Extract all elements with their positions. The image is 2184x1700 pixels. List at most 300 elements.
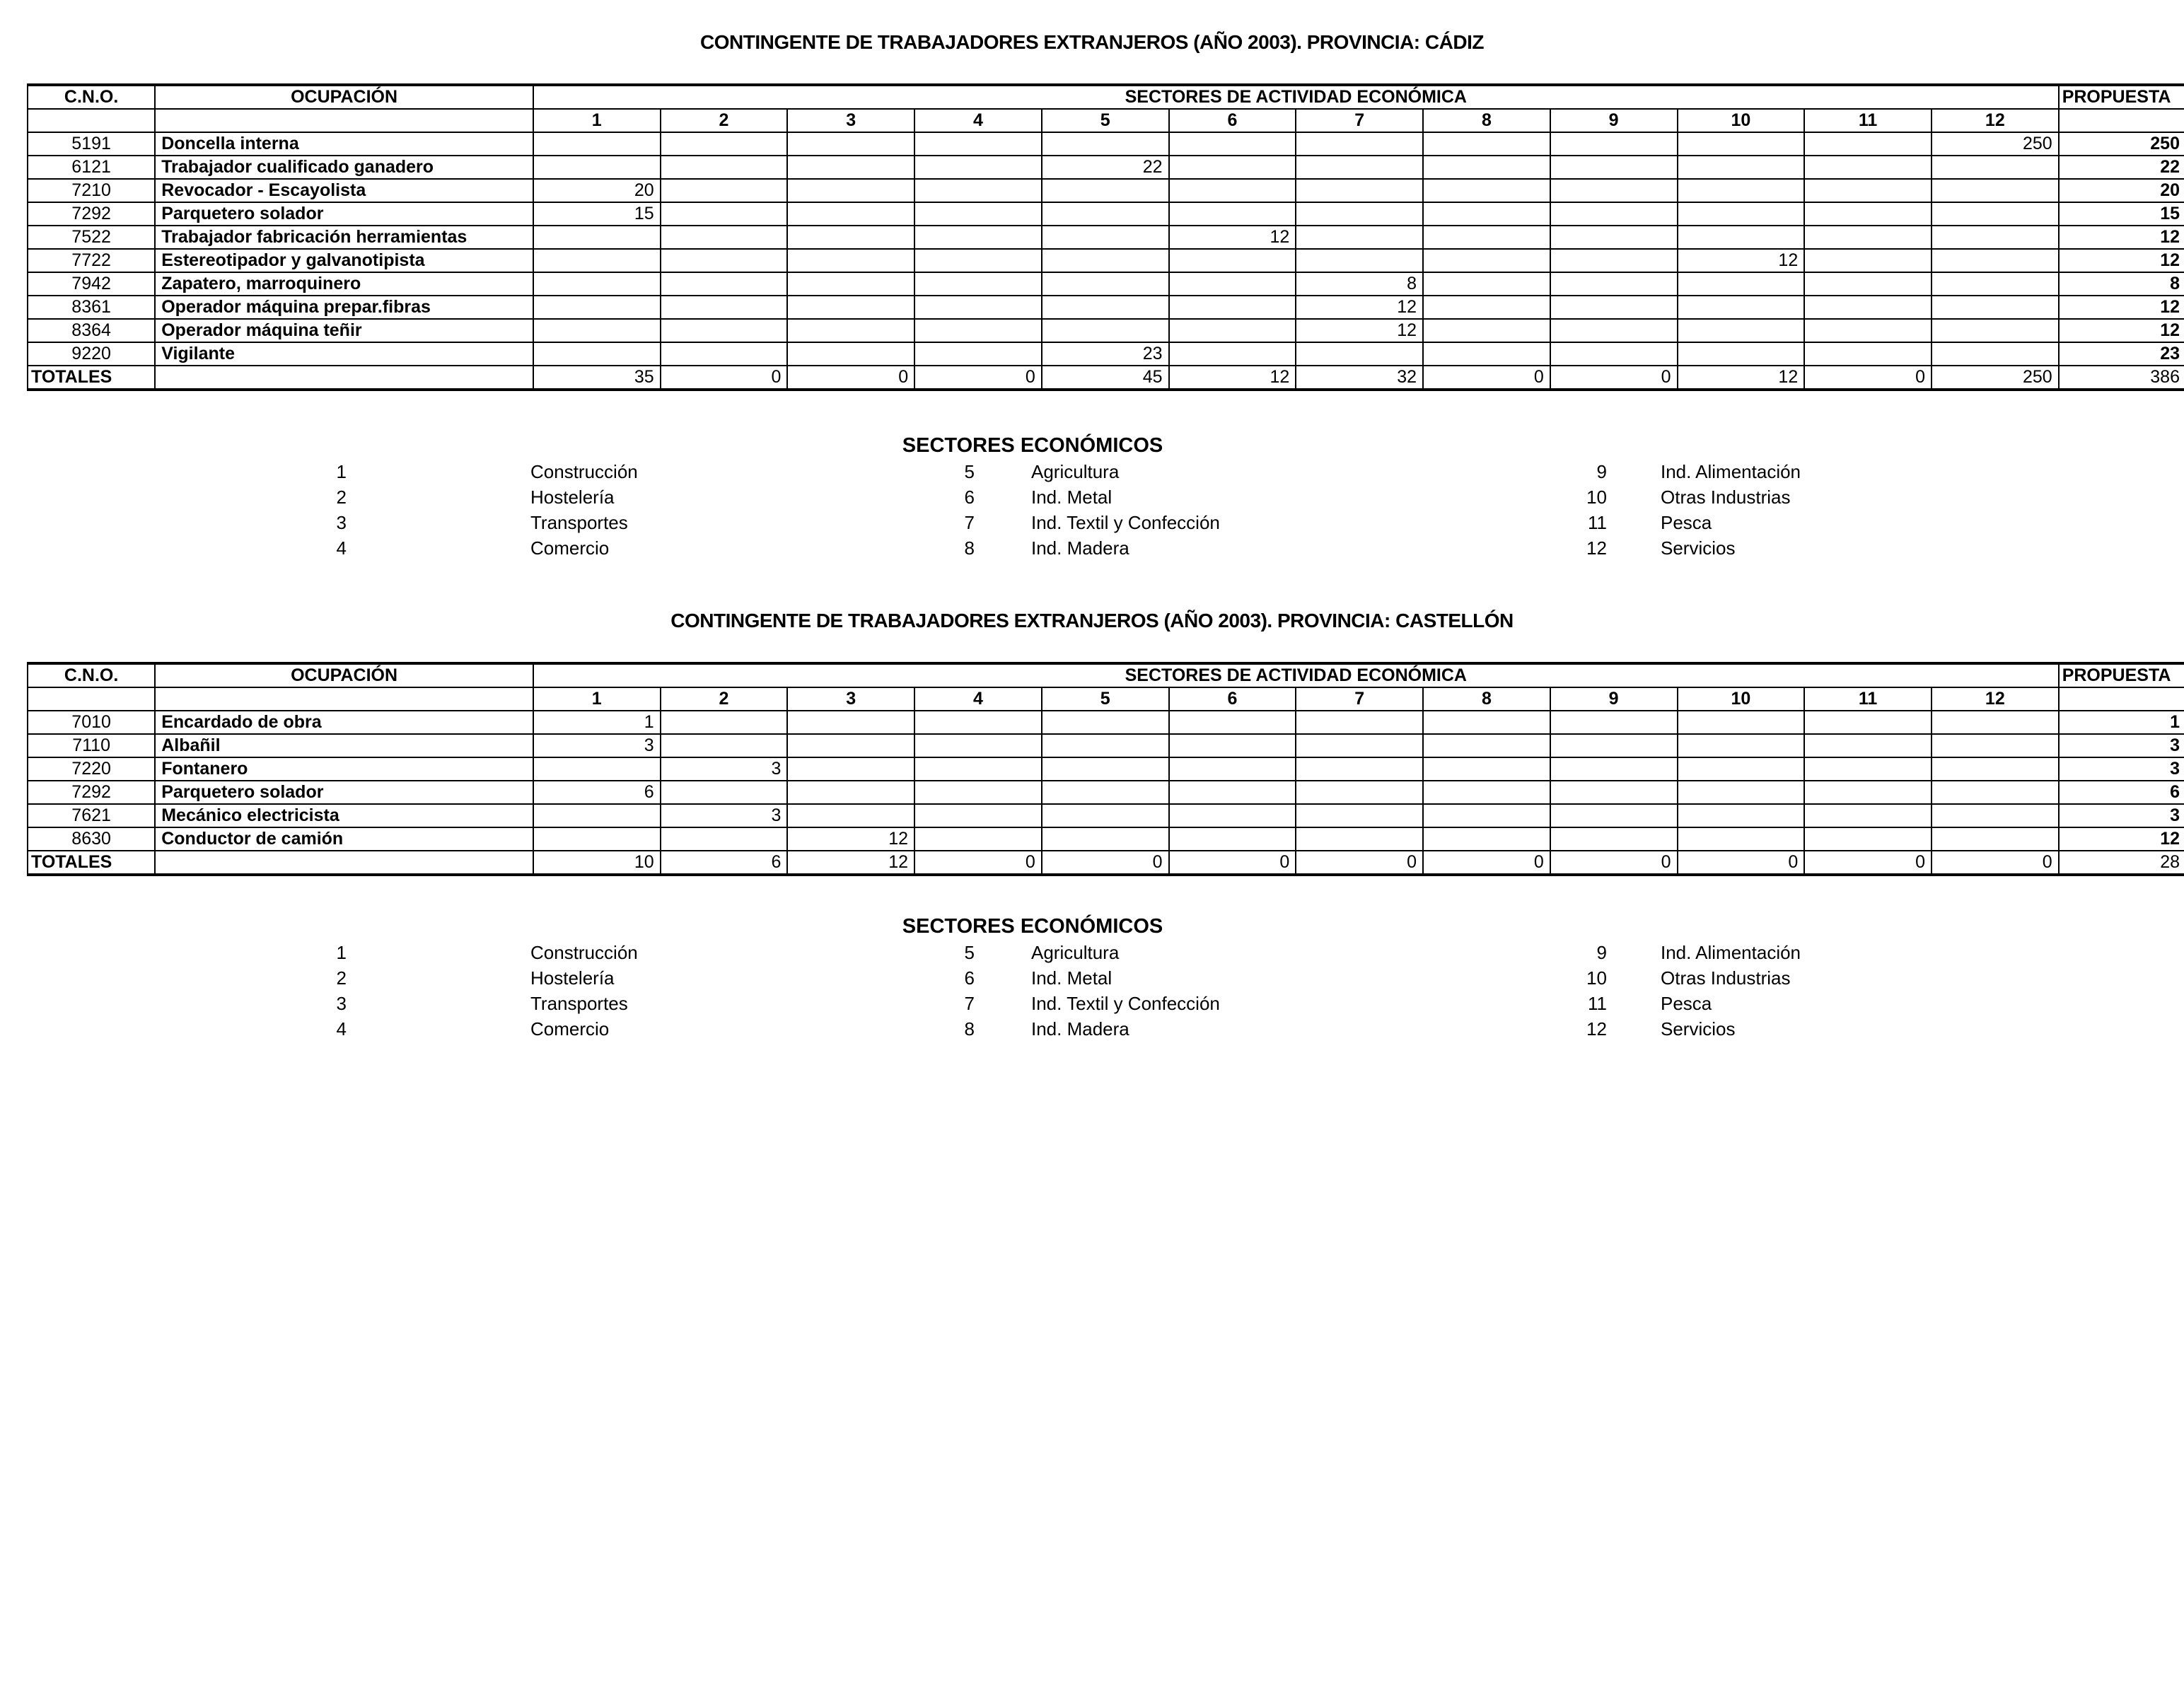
sector-value-cell (1296, 734, 1423, 757)
sector-number-header: 12 (1932, 687, 2059, 711)
sector-value-cell (1804, 804, 1932, 827)
table-title-cadiz: CONTINGENTE DE TRABAJADORES EXTRANJEROS (AÑO 2003). PROVINCIA: CÁDIZ (700, 31, 1484, 53)
cno-cell: 8361 (28, 296, 155, 319)
legend-number: 2 (336, 967, 347, 989)
sector-value-cell (1296, 804, 1423, 827)
sector-value-cell (1423, 827, 1550, 851)
sector-value-cell (1804, 781, 1932, 804)
legend-number: 6 (964, 967, 975, 989)
sectors-header: SECTORES DE ACTIVIDAD ECONÓMICA (533, 85, 2059, 109)
table-row (28, 179, 2184, 202)
totals-label: TOTALES (28, 366, 155, 390)
legend-number: 6 (964, 487, 975, 508)
sector-value-cell (1550, 272, 1678, 296)
sector-value-cell (1804, 179, 1932, 202)
sector-value-cell (1932, 296, 2059, 319)
sector-value-cell: 3 (533, 734, 661, 757)
sector-value-cell (914, 734, 1042, 757)
sector-value-cell (787, 179, 914, 202)
sector-value-cell (787, 296, 914, 319)
sector-value-cell: 1 (533, 711, 661, 734)
legend-label: Pesca (1661, 993, 1712, 1014)
proposal-cell: 3 (2059, 734, 2184, 757)
legend-label: Otras Industrias (1661, 967, 1791, 989)
sector-total-cell: 0 (1804, 851, 1932, 875)
sector-value-cell: 12 (787, 827, 914, 851)
sector-value-cell (914, 156, 1042, 179)
sector-value-cell (1678, 226, 1805, 249)
table-row (28, 249, 2184, 272)
sector-value-cell: 12 (1678, 249, 1805, 272)
legend-number: 4 (336, 537, 347, 559)
legend-label: Ind. Metal (1031, 967, 1113, 989)
legend-number: 10 (1586, 967, 1607, 989)
sector-value-cell (914, 296, 1042, 319)
sector-value-cell: 8 (1296, 272, 1423, 296)
legend-label: Agricultura (1031, 942, 1120, 963)
occupation-cell: Zapatero, marroquinero (155, 272, 533, 296)
legend-number: 1 (336, 461, 347, 482)
sector-value-cell (1550, 757, 1678, 781)
totals-row (28, 366, 2184, 390)
sector-number-header: 5 (1042, 687, 1169, 711)
sector-value-cell (1296, 226, 1423, 249)
proposal-total-cell: 28 (2059, 851, 2184, 875)
sector-value-cell (533, 156, 661, 179)
sector-total-cell: 0 (1932, 851, 2059, 875)
proposal-cell: 3 (2059, 804, 2184, 827)
sector-value-cell: 12 (1169, 226, 1296, 249)
sector-value-cell: 15 (533, 202, 661, 226)
legend-label: Ind. Madera (1031, 537, 1129, 559)
sector-value-cell (661, 272, 788, 296)
sector-value-cell (1042, 319, 1169, 342)
sector-value-cell (1296, 711, 1423, 734)
sector-value-cell (1804, 156, 1932, 179)
sector-value-cell (1804, 827, 1932, 851)
sector-value-cell (1423, 226, 1550, 249)
sector-total-cell: 0 (1550, 366, 1678, 390)
sector-value-cell (533, 827, 661, 851)
sector-value-cell (1169, 249, 1296, 272)
legend-label: Construcción (530, 942, 638, 963)
legend-label: Comercio (530, 537, 610, 559)
cno-cell: 7110 (28, 734, 155, 757)
legend-label: Hostelería (530, 487, 615, 508)
sector-value-cell (1932, 202, 2059, 226)
sector-value-cell (1804, 202, 1932, 226)
sector-value-cell (1296, 781, 1423, 804)
sector-value-cell (533, 804, 661, 827)
sector-total-cell: 0 (1169, 851, 1296, 875)
sector-value-cell (914, 827, 1042, 851)
sector-value-cell (1169, 319, 1296, 342)
sector-value-cell (1042, 202, 1169, 226)
proposal-cell: 6 (2059, 781, 2184, 804)
sector-value-cell (1296, 249, 1423, 272)
cno-cell: 8364 (28, 319, 155, 342)
legend-number: 8 (964, 537, 975, 559)
sector-total-cell: 35 (533, 366, 661, 390)
blank-cell (2059, 109, 2184, 132)
sector-value-cell (1042, 249, 1169, 272)
legend-label: Ind. Madera (1031, 1018, 1129, 1040)
legend-title-cadiz: SECTORES ECONÓMICOS (902, 434, 1163, 457)
sector-value-cell (1423, 156, 1550, 179)
sector-value-cell (533, 226, 661, 249)
table-row (28, 319, 2184, 342)
sector-value-cell (1678, 296, 1805, 319)
sector-value-cell (533, 249, 661, 272)
sector-value-cell (1550, 249, 1678, 272)
sector-number-header: 6 (1169, 687, 1296, 711)
proposal-cell: 12 (2059, 249, 2184, 272)
proposal-cell: 12 (2059, 226, 2184, 249)
sector-number-header: 11 (1804, 687, 1932, 711)
sector-value-cell (1550, 319, 1678, 342)
sector-value-cell (1550, 827, 1678, 851)
sector-value-cell (661, 179, 788, 202)
legend-number: 3 (336, 993, 347, 1014)
sector-number-header: 3 (787, 109, 914, 132)
sector-value-cell (1932, 781, 2059, 804)
sector-value-cell (661, 249, 788, 272)
sector-value-cell (1169, 342, 1296, 366)
sector-total-cell: 0 (661, 366, 788, 390)
sector-value-cell (1678, 734, 1805, 757)
sector-value-cell (1296, 202, 1423, 226)
blank-cell (28, 109, 155, 132)
sector-value-cell (1550, 132, 1678, 156)
sector-value-cell (1042, 296, 1169, 319)
occupation-cell: Parquetero solador (155, 781, 533, 804)
sector-number-header: 7 (1296, 109, 1423, 132)
table-row (28, 781, 2184, 804)
sector-value-cell (1550, 179, 1678, 202)
legend-number: 1 (336, 942, 347, 963)
legend-number: 4 (336, 1018, 347, 1040)
sector-value-cell (787, 319, 914, 342)
table-row (28, 132, 2184, 156)
cno-cell: 6121 (28, 156, 155, 179)
sector-value-cell (787, 711, 914, 734)
sector-value-cell (1932, 319, 2059, 342)
sector-value-cell (1169, 202, 1296, 226)
sector-total-cell: 12 (1678, 366, 1805, 390)
occupation-cell: Fontanero (155, 757, 533, 781)
sector-total-cell: 45 (1042, 366, 1169, 390)
sector-value-cell (1932, 757, 2059, 781)
sector-value-cell: 12 (1296, 319, 1423, 342)
proposal-header: PROPUESTA (2059, 85, 2184, 109)
cno-cell: 5191 (28, 132, 155, 156)
occupation-header: OCUPACIÓN (155, 85, 533, 109)
blank-cell (155, 687, 533, 711)
sector-value-cell (533, 757, 661, 781)
sector-value-cell (1804, 342, 1932, 366)
sector-value-cell: 22 (1042, 156, 1169, 179)
sector-total-cell: 0 (1804, 366, 1932, 390)
table-row (28, 226, 2184, 249)
legend-label: Servicios (1661, 1018, 1736, 1040)
sector-number-header: 2 (661, 109, 788, 132)
cno-cell: 7220 (28, 757, 155, 781)
sector-value-cell (1042, 179, 1169, 202)
sector-value-cell (1042, 132, 1169, 156)
table-row (28, 757, 2184, 781)
sector-value-cell (914, 226, 1042, 249)
legend-number: 8 (964, 1018, 975, 1040)
sector-value-cell (1932, 711, 2059, 734)
legend-label: Ind. Textil y Confección (1031, 993, 1220, 1014)
sector-value-cell (787, 249, 914, 272)
sector-value-cell (1550, 202, 1678, 226)
legend-number: 9 (1596, 461, 1607, 482)
sector-value-cell (1423, 734, 1550, 757)
sector-value-cell (661, 734, 788, 757)
sector-value-cell (1678, 156, 1805, 179)
sector-value-cell (661, 319, 788, 342)
sector-value-cell (661, 202, 788, 226)
sector-value-cell (787, 226, 914, 249)
sector-number-header: 8 (1423, 687, 1550, 711)
sector-total-cell: 10 (533, 851, 661, 875)
sector-value-cell (787, 132, 914, 156)
sector-value-cell (1932, 734, 2059, 757)
cno-cell: 7292 (28, 202, 155, 226)
occupation-cell: Mecánico electricista (155, 804, 533, 827)
sector-number-header: 10 (1678, 687, 1805, 711)
header-row (28, 663, 2184, 687)
sector-total-cell: 0 (914, 851, 1042, 875)
sector-value-cell (1678, 781, 1805, 804)
sector-value-cell (1042, 711, 1169, 734)
sector-number-header: 9 (1550, 109, 1678, 132)
legend-number: 10 (1586, 487, 1607, 508)
contingent-table-castellon (27, 662, 2184, 876)
sector-value-cell (1678, 272, 1805, 296)
sector-value-cell (1169, 272, 1296, 296)
sector-value-cell (1550, 296, 1678, 319)
sector-value-cell (1804, 296, 1932, 319)
cno-cell: 9220 (28, 342, 155, 366)
cno-cell: 7722 (28, 249, 155, 272)
sector-number-header: 5 (1042, 109, 1169, 132)
sector-value-cell (533, 132, 661, 156)
sector-total-cell: 32 (1296, 366, 1423, 390)
legend-label: Ind. Alimentación (1661, 461, 1801, 482)
proposal-cell: 250 (2059, 132, 2184, 156)
proposal-cell: 1 (2059, 711, 2184, 734)
sector-value-cell (661, 296, 788, 319)
sector-value-cell (1804, 711, 1932, 734)
legend-number: 5 (964, 461, 975, 482)
sector-value-cell (1042, 781, 1169, 804)
legend-number: 12 (1586, 537, 1607, 559)
blank-cell (155, 851, 533, 875)
sector-value-cell (661, 226, 788, 249)
proposal-cell: 22 (2059, 156, 2184, 179)
sector-value-cell (1169, 827, 1296, 851)
legend-label: Agricultura (1031, 461, 1120, 482)
sector-value-cell (1678, 804, 1805, 827)
sector-number-header: 1 (533, 109, 661, 132)
sector-value-cell (661, 156, 788, 179)
occupation-cell: Revocador - Escayolista (155, 179, 533, 202)
sector-value-cell (533, 319, 661, 342)
sector-value-cell (1296, 342, 1423, 366)
sector-value-cell (1550, 156, 1678, 179)
sector-value-cell (1423, 296, 1550, 319)
occupation-cell: Estereotipador y galvanotipista (155, 249, 533, 272)
sector-value-cell (533, 342, 661, 366)
sector-total-cell: 0 (914, 366, 1042, 390)
sector-value-cell (1169, 156, 1296, 179)
legend-number: 3 (336, 512, 347, 533)
sector-number-header: 12 (1932, 109, 2059, 132)
sector-value-cell: 6 (533, 781, 661, 804)
table-row (28, 342, 2184, 366)
sector-value-cell (1804, 272, 1932, 296)
sector-value-cell (914, 132, 1042, 156)
sector-value-cell (1423, 202, 1550, 226)
sector-number-header: 8 (1423, 109, 1550, 132)
sector-total-cell: 0 (1296, 851, 1423, 875)
legend-label: Ind. Textil y Confección (1031, 512, 1220, 533)
sector-value-cell: 12 (1296, 296, 1423, 319)
sector-value-cell: 3 (661, 804, 788, 827)
legend-label: Transportes (530, 993, 628, 1014)
sector-value-cell (1042, 804, 1169, 827)
occupation-cell: Trabajador cualificado ganadero (155, 156, 533, 179)
proposal-cell: 3 (2059, 757, 2184, 781)
sector-value-cell (787, 156, 914, 179)
sector-number-header: 6 (1169, 109, 1296, 132)
sector-total-cell: 6 (661, 851, 788, 875)
sector-value-cell (1169, 781, 1296, 804)
blank-cell (155, 366, 533, 390)
table-row (28, 734, 2184, 757)
sector-value-cell (661, 132, 788, 156)
table-row (28, 711, 2184, 734)
occupation-cell: Operador máquina prepar.fibras (155, 296, 533, 319)
sector-value-cell (914, 272, 1042, 296)
occupation-cell: Vigilante (155, 342, 533, 366)
occupation-header: OCUPACIÓN (155, 663, 533, 687)
sector-value-cell (787, 781, 914, 804)
sector-value-cell (914, 781, 1042, 804)
sector-value-cell (1423, 132, 1550, 156)
cno-cell: 7292 (28, 781, 155, 804)
sector-value-cell (1932, 272, 2059, 296)
sector-value-cell (661, 711, 788, 734)
sector-number-header: 10 (1678, 109, 1805, 132)
sector-value-cell (1042, 226, 1169, 249)
sector-value-cell (787, 734, 914, 757)
legend-number: 11 (1588, 512, 1607, 533)
sector-value-cell (1678, 827, 1805, 851)
sector-value-cell (914, 319, 1042, 342)
sector-value-cell (1169, 296, 1296, 319)
sector-value-cell (1804, 249, 1932, 272)
sector-value-cell (1804, 319, 1932, 342)
sector-value-cell (1932, 804, 2059, 827)
sector-value-cell (787, 757, 914, 781)
totals-label: TOTALES (28, 851, 155, 875)
sector-value-cell (1678, 757, 1805, 781)
sector-number-header: 4 (914, 687, 1042, 711)
sector-value-cell (1932, 342, 2059, 366)
sector-total-cell: 12 (787, 851, 914, 875)
occupation-cell: Doncella interna (155, 132, 533, 156)
occupation-cell: Operador máquina teñir (155, 319, 533, 342)
proposal-cell: 8 (2059, 272, 2184, 296)
contingent-table-cadiz (27, 83, 2184, 391)
sector-value-cell (1932, 156, 2059, 179)
sector-total-cell: 0 (1042, 851, 1169, 875)
occupation-cell: Encardado de obra (155, 711, 533, 734)
sector-total-cell: 0 (1678, 851, 1805, 875)
sector-value-cell (1804, 757, 1932, 781)
sector-total-cell: 250 (1932, 366, 2059, 390)
sector-value-cell (1423, 179, 1550, 202)
sector-total-cell: 0 (1550, 851, 1678, 875)
sector-value-cell (1678, 711, 1805, 734)
sector-number-header: 7 (1296, 687, 1423, 711)
sector-value-cell (787, 202, 914, 226)
sector-value-cell (661, 827, 788, 851)
cno-cell: 7522 (28, 226, 155, 249)
sector-number-header: 11 (1804, 109, 1932, 132)
sector-value-cell (1042, 827, 1169, 851)
sector-value-cell (1042, 757, 1169, 781)
sector-value-cell (1804, 226, 1932, 249)
cno-header: C.N.O. (28, 85, 155, 109)
sector-total-cell: 0 (1423, 851, 1550, 875)
legend-label: Hostelería (530, 967, 615, 989)
legend-title-castellon: SECTORES ECONÓMICOS (902, 915, 1163, 938)
sector-value-cell (1550, 781, 1678, 804)
sector-value-cell (1550, 711, 1678, 734)
occupation-cell: Conductor de camión (155, 827, 533, 851)
sector-value-cell (914, 202, 1042, 226)
sector-value-cell (1423, 319, 1550, 342)
sector-value-cell (1678, 202, 1805, 226)
sector-total-cell: 12 (1169, 366, 1296, 390)
proposal-total-cell: 386 (2059, 366, 2184, 390)
sector-value-cell (661, 342, 788, 366)
cno-cell: 8630 (28, 827, 155, 851)
sector-value-cell (1550, 342, 1678, 366)
sector-value-cell (1296, 757, 1423, 781)
table-row (28, 827, 2184, 851)
legend-number: 9 (1596, 942, 1607, 963)
sector-number-header: 2 (661, 687, 788, 711)
sector-value-cell (1804, 734, 1932, 757)
sector-value-cell (1042, 272, 1169, 296)
sector-value-cell (1550, 226, 1678, 249)
legend-label: Servicios (1661, 537, 1736, 559)
legend-label: Otras Industrias (1661, 487, 1791, 508)
sector-value-cell (1169, 734, 1296, 757)
sector-value-cell (1423, 781, 1550, 804)
legend-number: 5 (964, 942, 975, 963)
sector-value-cell (914, 804, 1042, 827)
header-row (28, 85, 2184, 109)
legend-label: Construcción (530, 461, 638, 482)
sector-value-cell (533, 272, 661, 296)
proposal-cell: 20 (2059, 179, 2184, 202)
